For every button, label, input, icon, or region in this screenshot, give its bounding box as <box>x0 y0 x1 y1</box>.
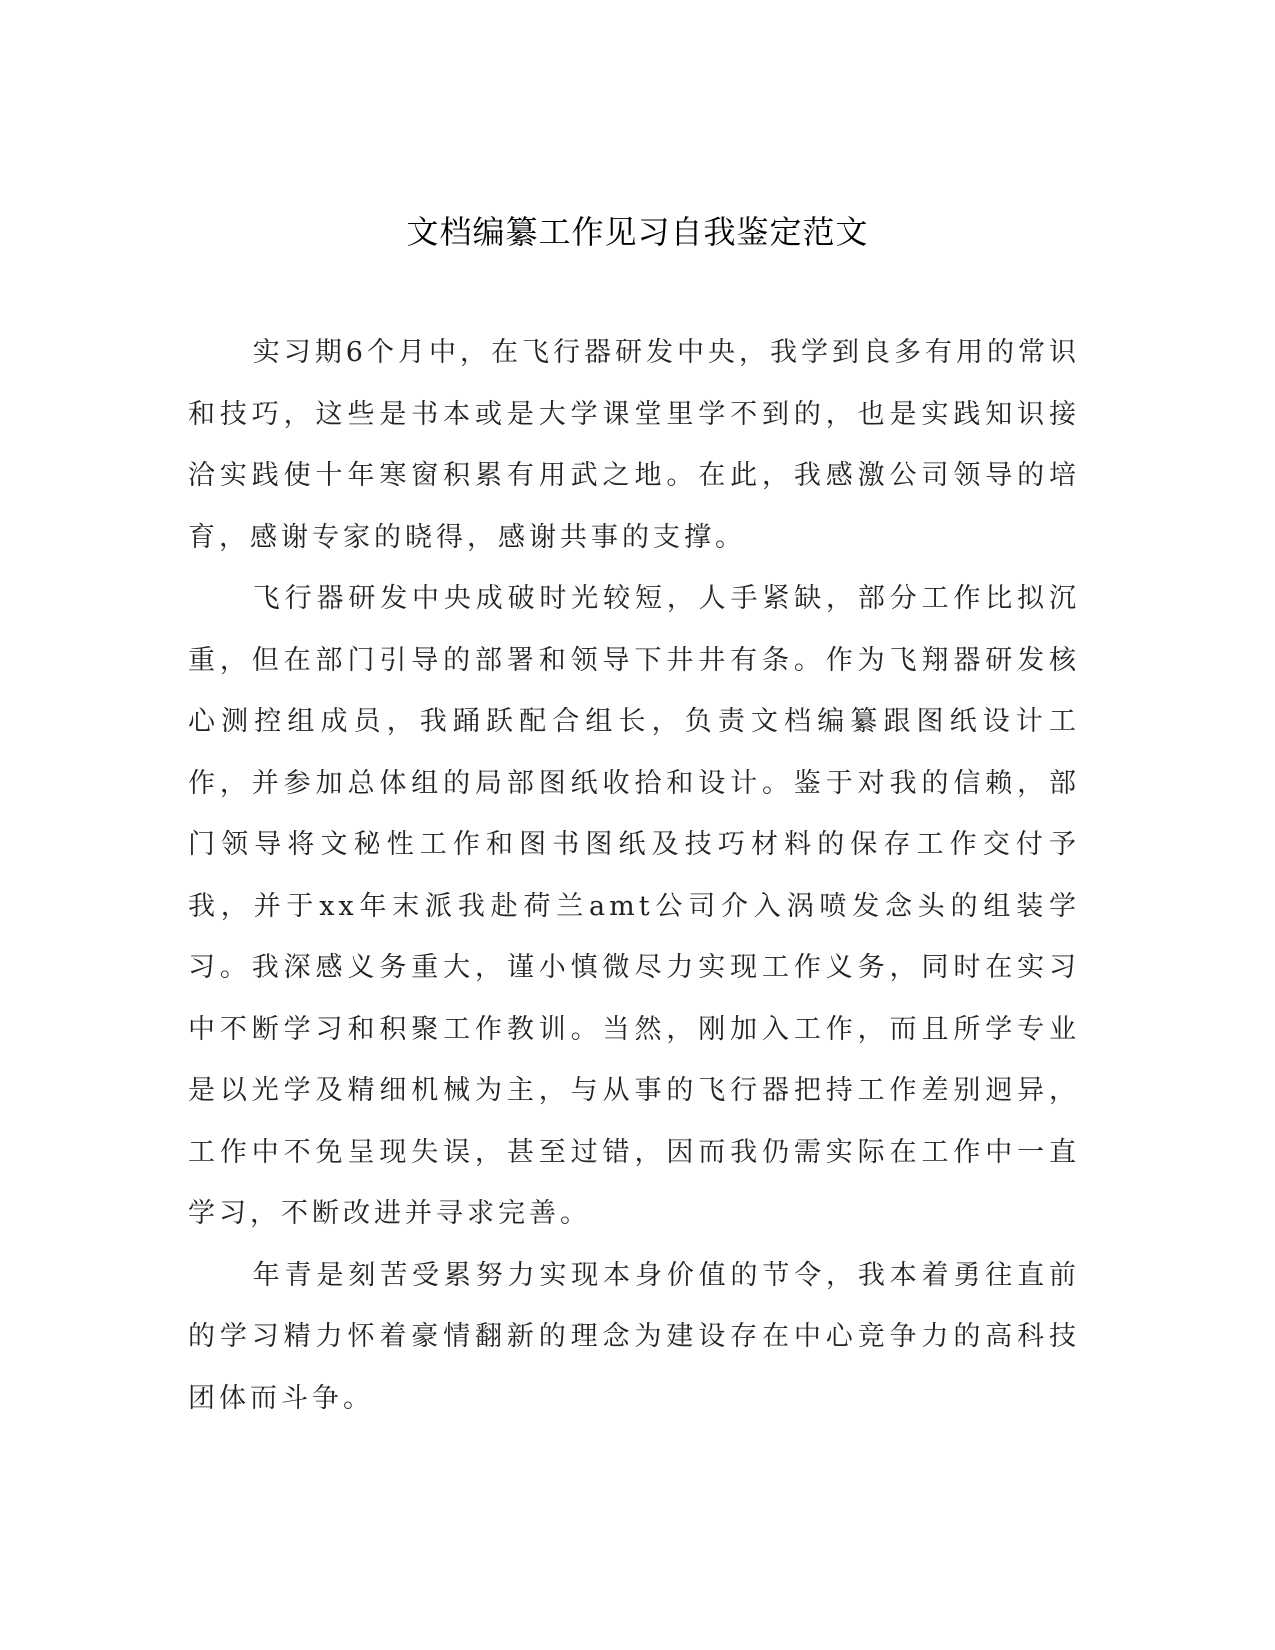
document-body <box>188 322 1080 1429</box>
body-paragraph-3: 年青是刻苦受累努力实现本身价值的节令，我本着勇往直前的学习精力怀着豪情翻新的理念为建设存在中心竞争力的高科技团体而斗争。 <box>188 1259 1080 1414</box>
body-paragraph-1: 实习期6个月中，在飞行器研发中央，我学到良多有用的常识和技巧，这些是书本或是大学课堂里学不到的，也是实践知识接洽实践使十年寒窗积累有用武之地。在此，我感激公司领导的培育，感谢专家的晓得，感谢共事的支撑。 <box>188 337 1080 553</box>
document-title: 文档编纂工作见习自我鉴定范文 <box>406 213 869 251</box>
body-paragraph-2: 飞行器研发中央成破时光较短，人手紧缺，部分工作比拟沉重，但在部门引导的部署和领导下井井有条。作为飞翔器研发核心测控组成员，我踊跃配合组长，负责文档编纂跟图纸设计工作，并参加总体组的局部图纸收拾和设计。鉴于对我的信赖，部门领导将文秘性工作和图书图纸及技巧材料的保存工作交付予我，并于xx年末派我赴荷兰amt公司介入涡喷发念头的组装学习。我深感义务重大，谨小慎微尽力实现工作义务，同时在实习中不断学习和积聚工作教训。当然，刚加入工作，而且所学专业是以光学及精细机械为主，与从事的飞行器把持工作差别迥异，工作中不免呈现失误，甚至过错，因而我仍需实际在工作中一直学习，不断改进并寻求完善。 <box>188 583 1080 1229</box>
